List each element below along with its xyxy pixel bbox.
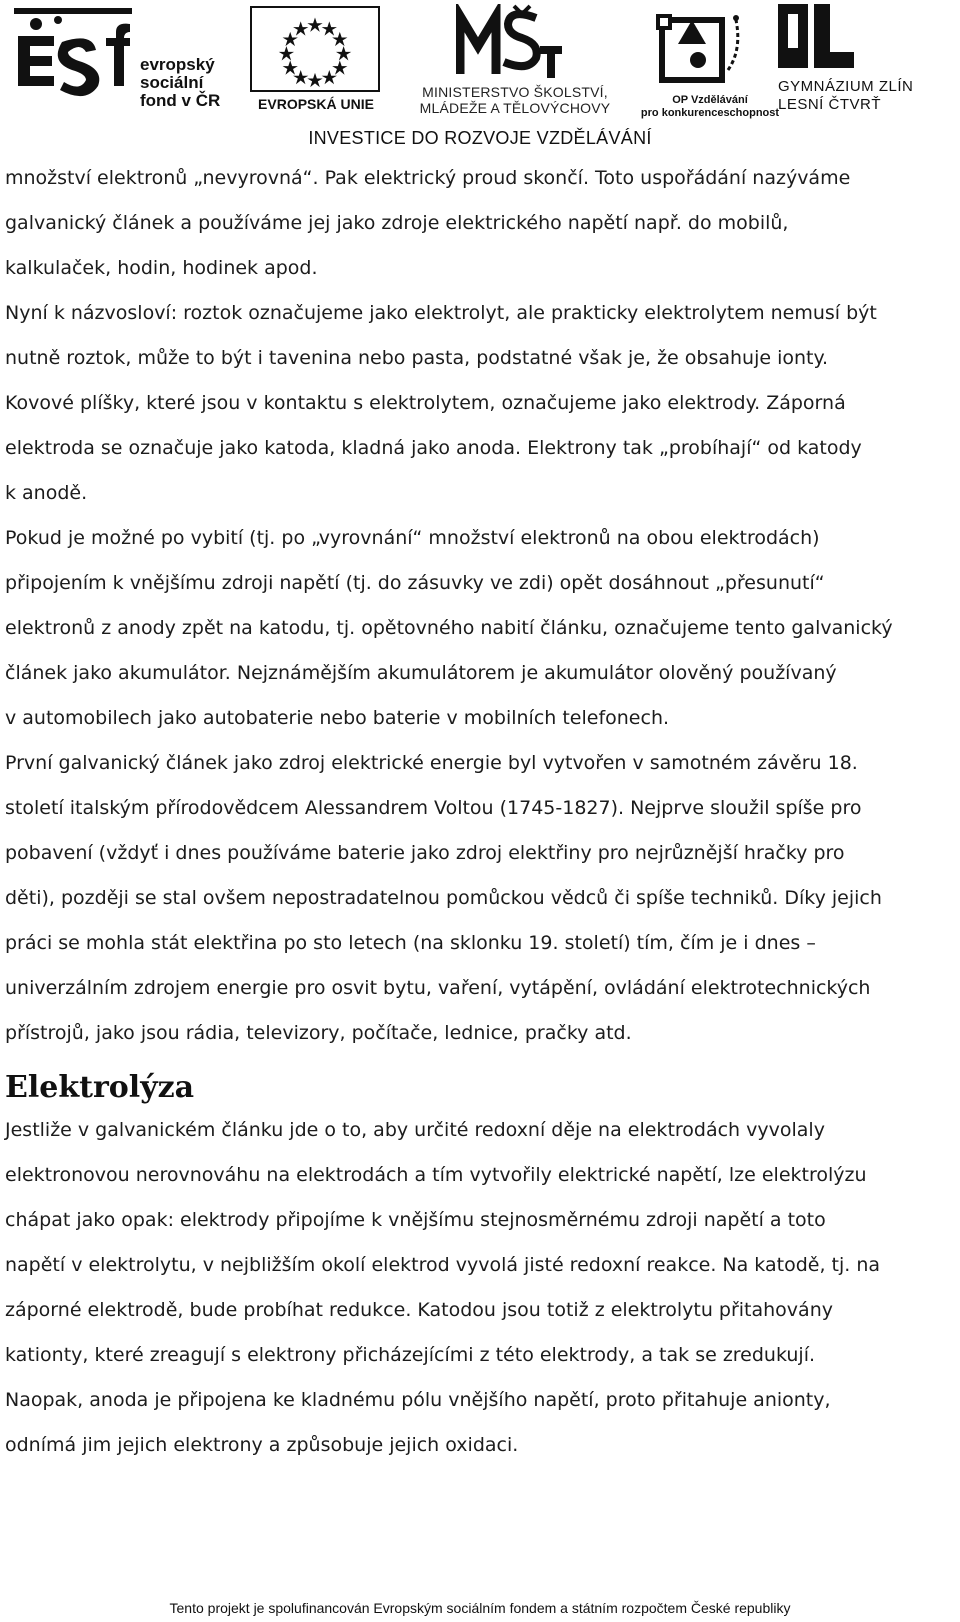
text-line: univerzálním zdrojem energie pro osvit bytu, vaření, vytápění, ovládání elektrotechnických — [5, 977, 871, 999]
section-heading: Elektrolýza — [5, 1070, 195, 1105]
text-line: práci se mohla stát elektřina po sto letech (na sklonku 19. století) tím, čím je i dnes – — [5, 932, 816, 954]
gymnazium-logo-icon — [778, 4, 856, 74]
text-line: elektroda se označuje jako katoda, kladná jako anoda. Elektrony tak „probíhají“ od katody — [5, 437, 862, 459]
eu-logo-text: EVROPSKÁ UNIE — [258, 96, 374, 112]
gymnazium-logo-text — [778, 78, 928, 114]
msmt-logo-text — [400, 84, 630, 116]
text-line: kalkulaček, hodin, hodinek apod. — [5, 257, 318, 279]
text-line: První galvanický článek jako zdroj elektrické energie byl vytvořen v samotném závěru 18. — [5, 752, 858, 774]
section-text-line: záporné elektrodě, bude probíhat redukce. Katodou jsou totiž z elektrolytu přitahovány — [5, 1299, 833, 1321]
opvk-logo-icon — [656, 10, 752, 90]
opvk-line-1: OP Vzdělávání — [672, 94, 748, 106]
opvk-line-2: pro konkurenceschopnost — [640, 107, 780, 119]
section-text-line: elektronovou nerovnováhu na elektrodách a tím vytvořily elektrické napětí, lze elektrolýzu — [5, 1164, 867, 1186]
gymnazium-line-1: GYMNÁZIUM ZLÍN — [778, 78, 914, 95]
section-text-line: kationty, které zreagují s elektrony přicházejícími z této elektrody, a tak se zredukují. — [5, 1344, 816, 1366]
opvk-logo — [640, 10, 780, 120]
section-text-line: napětí v elektrolytu, v nejbližším okolí elektrod vyvolá jisté redoxní reakce. Na katodě, tj. na — [5, 1254, 881, 1276]
esf-logo-icon — [14, 8, 132, 118]
text-line: nutně roztok, může to být i tavenina nebo pasta, podstatné však je, že obsahuje ionty. — [5, 347, 829, 369]
text-line: Nyní k názvosloví: roztok označujeme jako elektrolyt, ale prakticky elektrolytem nemusí být — [5, 302, 877, 324]
text-line: přístrojů, jako jsou rádia, televizory, počítače, lednice, pračky atd. — [5, 1022, 632, 1044]
text-line: pobavení (vždyť i dnes používáme baterie jako zdroj elektřiny pro nejrůznější hračky pro — [5, 842, 845, 864]
logo-header — [0, 0, 960, 160]
gymnazium-line-2: LESNÍ ČTVRŤ — [778, 96, 882, 113]
text-line: Pokud je možné po vybití (tj. po „vyrovnání“ množství elektronů na obou elektrodách) — [5, 527, 820, 549]
eu-logo — [250, 6, 382, 118]
text-line: Kovové plíšky, které jsou v kontaktu s elektrolytem, označujeme jako elektrody. Záporná — [5, 392, 846, 414]
section-text-line: Jestliže v galvanickém článku jde o to, aby určité redoxní děje na elektrodách vyvolaly — [5, 1119, 825, 1141]
msmt-line-2: MLÁDEŽE A TĚLOVÝCHOVY — [419, 100, 611, 116]
section-text-line: Naopak, anoda je připojena ke kladnému pólu vnějšího napětí, proto přitahuje anionty, — [5, 1389, 831, 1411]
gymnazium-logo — [778, 4, 928, 118]
text-line: připojením k vnějšímu zdroji napětí (tj. do zásuvky ve zdi) opět dosáhnout „přesunutí“ — [5, 572, 825, 594]
opvk-logo-text — [640, 94, 780, 120]
esf-line-1: evropský — [140, 55, 215, 74]
text-line: článek jako akumulátor. Nejznámějším akumulátorem je akumulátor olověný používaný — [5, 662, 837, 684]
text-line: století italským přírodovědcem Alessandrem Voltou (1745-1827). Nejprve sloužil spíše pro — [5, 797, 862, 819]
text-line: v automobilech jako autobaterie nebo baterie v mobilních telefonech. — [5, 707, 670, 729]
text-line: množství elektronů „nevyrovná“. Pak elektrický proud skončí. Toto uspořádání nazýváme — [5, 167, 851, 189]
msmt-logo-icon — [456, 4, 566, 82]
text-line: elektronů z anody zpět na katodu, tj. opětovného nabití článku, označujeme tento galvanický — [5, 617, 893, 639]
text-line: děti), později se stal ovšem nepostradatelnou pomůckou vědců či spíše techniků. Díky jejich — [5, 887, 882, 909]
document-body — [5, 156, 940, 1468]
esf-logo — [14, 8, 244, 118]
msmt-line-1: MINISTERSTVO ŠKOLSTVÍ, — [422, 84, 608, 100]
esf-line-2: sociální — [140, 73, 204, 92]
esf-logo-text — [140, 56, 220, 110]
eu-stars-icon — [250, 6, 380, 92]
msmt-logo — [400, 4, 630, 122]
page-footer: Tento projekt je spolufinancován Evropským sociálním fondem a státním rozpočtem České republiky — [169, 1600, 791, 1616]
esf-line-3: fond v ČR — [140, 91, 221, 110]
text-line: galvanický článek a používáme jej jako zdroje elektrického napětí např. do mobilů, — [5, 212, 789, 234]
header-tagline: INVESTICE DO ROZVOJE VZDĚLÁVÁNÍ — [308, 128, 652, 148]
section-text-line: odnímá jim jejich elektrony a způsobuje jejich oxidaci. — [5, 1434, 519, 1456]
text-line: k anodě. — [5, 482, 88, 504]
section-text-line: chápat jako opak: elektrody připojíme k vnějšímu stejnosměrnému zdroji napětí a toto — [5, 1209, 826, 1231]
